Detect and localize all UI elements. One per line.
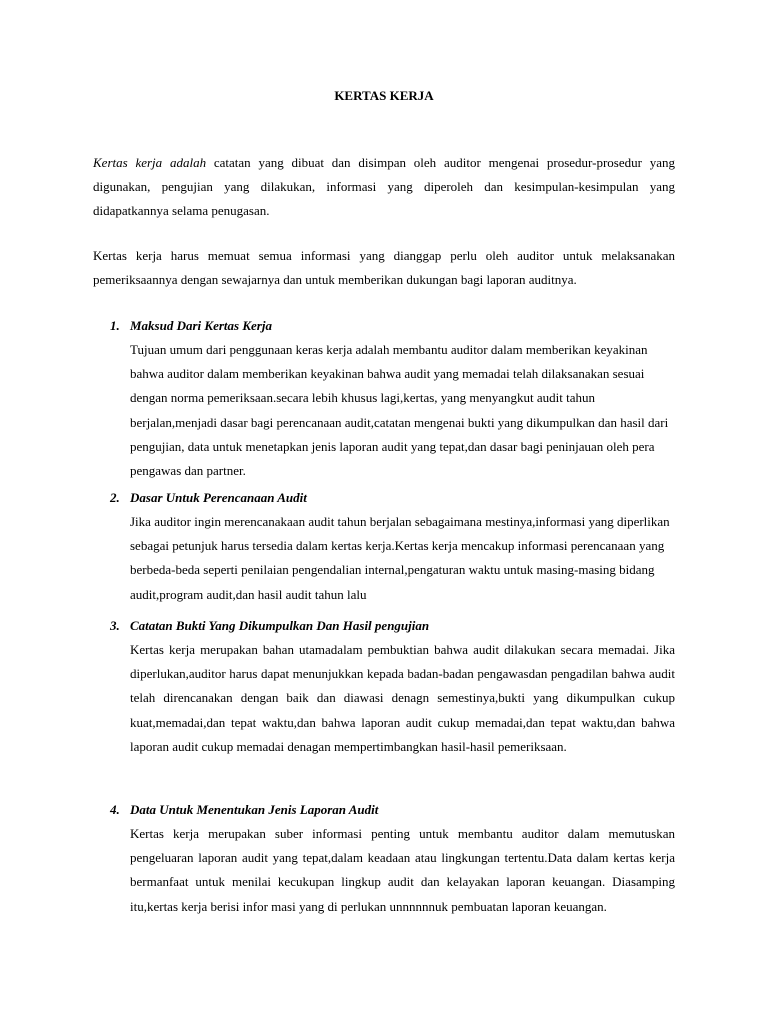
intro-text: catatan yang dibuat dan disimpan oleh auditor mengenai prosedur-prosedur yang digunakan, pengujian yang dilakukan, informasi yang diperoleh dan kesimpulan-kesimpulan yang didapatkannya selama penugasan. xyxy=(93,155,675,218)
section-4 xyxy=(110,798,675,919)
section-number: 2. xyxy=(110,490,120,505)
section-3 xyxy=(110,614,675,759)
document-title: KERTAS KERJA xyxy=(334,88,434,103)
section-body: Jika auditor ingin merencanakaan audit tahun berjalan sebagaimana mestinya,informasi yang diperlikan sebagai petunjuk harus tersedia dalam kertas kerja.Kertas kerja mencakup informasi perencanaan yang berbeda-beda seperti penilaian pengendalian internal,pengaturan waktu untuk masing-masing bidang audit,program audit,dan hasil audit tahun lalu xyxy=(130,514,670,602)
section-1 xyxy=(110,314,675,483)
section-body: Kertas kerja merupakan bahan utamadalam pembuktian bahwa audit dilakukan secara memadai. Jika diperlukan,auditor harus dapat menunjukkan kepada badan-badan pengawasdan pengadilan bahwa audit telah direncanakan dengan baik dan diawasi denagn semestinya,bukti yang dikumpulkan cukup kuat,memadai,dan tepat waktu,dan bahwa laporan audit cukup memadai,dan tepat waktu,dan bahwa laporan audit cukup memadai denagan mempertimbangkan hasil-hasil pemeriksaan. xyxy=(130,642,675,754)
intro-paragraph xyxy=(93,151,675,223)
section-2 xyxy=(110,486,675,607)
section-heading: Data Untuk Menentukan Jenis Laporan Audit xyxy=(130,802,379,817)
section-heading: Catatan Bukti Yang Dikumpulkan Dan Hasil pengujian xyxy=(130,618,430,633)
section-body: Kertas kerja merupakan suber informasi penting untuk membantu auditor dalam memutuskan pengeluaran laporan audit yang tepat,dalam keadaan atau lingkungan tertentu.Data dalam kertas kerja bermanfaat untuk menilai kecukupan lingkup audit dan kelayakan laporan keuangan. Diasamping itu,kertas kerja berisi infor masi yang di perlukan unnnnnnuk pembuatan laporan keuangan. xyxy=(130,826,675,914)
section-number: 4. xyxy=(110,802,120,817)
section-number: 3. xyxy=(110,618,120,633)
requirements-paragraph: Kertas kerja harus memuat semua informasi yang dianggap perlu oleh auditor untuk melaksanakan pemeriksaannya dengan sewajarnya dan untuk memberikan dukungan bagi laporan auditnya. xyxy=(93,248,675,287)
section-heading: Dasar Untuk Perencanaan Audit xyxy=(130,490,307,505)
section-heading: Maksud Dari Kertas Kerja xyxy=(130,318,272,333)
section-number: 1. xyxy=(110,318,120,333)
intro-term: Kertas kerja adalah xyxy=(93,155,207,170)
section-body: Tujuan umum dari penggunaan keras kerja adalah membantu auditor dalam memberikan keyakinan bahwa auditor dalam memberikan keyakinan bahwa audit yang memadai telah dilaksanakan sesuai dengan norma pemeriksaan.secara lebih khusus lagi,kertas, yang menyangkut audit tahun berjalan,menjadi dasar bagi perencanaan audit,catatan mengenai bukti yang dikumpulkan dan hasil dari pengujian, data untuk menetapkan jenis laporan audit yang tepat,dan dasar bagi peninjauan oleh pera pengawas dan partner. xyxy=(130,342,669,479)
